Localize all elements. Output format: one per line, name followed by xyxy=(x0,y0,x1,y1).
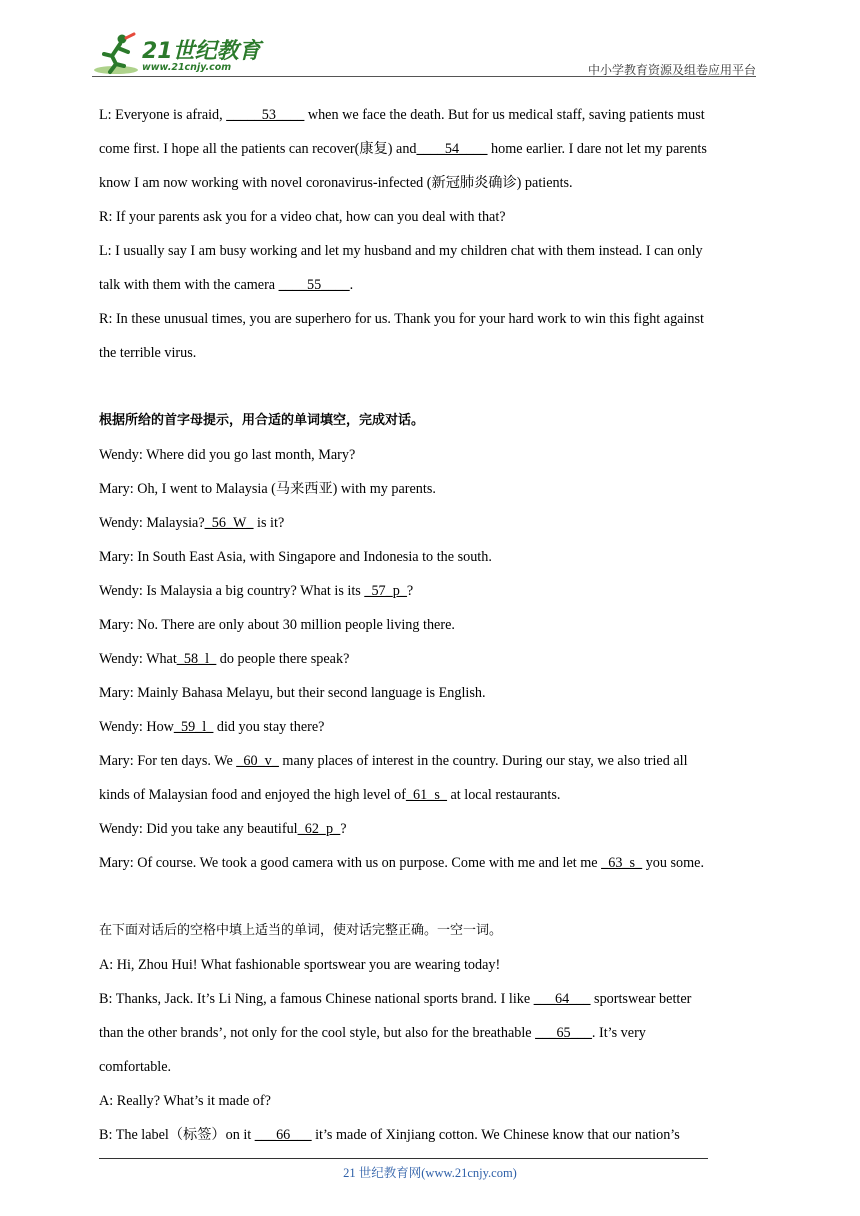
line-text: know I am now working with novel coronavirus-infected (新冠肺炎确诊) patients. xyxy=(99,175,573,191)
line-text: kinds of Malaysian food and enjoyed the high level of xyxy=(99,787,406,803)
answer-blank: _61_s_ xyxy=(405,787,447,803)
dialogue-section-2 xyxy=(99,438,759,880)
line-text: Mary: No. There are only about 30 million people living there. xyxy=(99,617,455,633)
line-text: do people there speak? xyxy=(216,651,350,667)
line-text: the terrible virus. xyxy=(99,345,197,361)
answer-blank: ___65___ xyxy=(535,1025,592,1041)
line-text: Wendy: Where did you go last month, Mary? xyxy=(99,447,356,463)
footer-divider xyxy=(99,1158,708,1159)
line-text: than the other brands’, not only for the cool style, but also for the breathable xyxy=(99,1025,536,1041)
line-text: Wendy: Malaysia? xyxy=(99,515,205,531)
line-text: Wendy: Did you take any beautiful xyxy=(99,821,298,837)
text-line xyxy=(99,540,759,574)
line-text: talk with them with the camera xyxy=(99,277,279,293)
line-text: home earlier. I dare not let my parents xyxy=(487,141,707,157)
line-text: come first. I hope all the patients can recover(康复) and xyxy=(99,141,417,157)
answer-blank: ____55____ xyxy=(278,277,350,293)
text-line xyxy=(99,982,759,1016)
line-text: A: Hi, Zhou Hui! What fashionable sportswear you are wearing today! xyxy=(99,957,501,973)
text-line xyxy=(99,1016,759,1050)
dialogue-section-1 xyxy=(99,98,759,370)
text-line xyxy=(99,132,759,166)
text-line xyxy=(99,574,759,608)
line-text: . It’s very xyxy=(591,1025,646,1041)
logo-text: 21世纪教育 xyxy=(142,39,261,64)
platform-name: 中小学教育资源及组卷应用平台 xyxy=(587,63,756,77)
line-text: A: Really? What’s it made of? xyxy=(99,1093,271,1109)
answer-blank: ___66___ xyxy=(254,1127,312,1143)
line-text: when we face the death. But for us medical staff, saving patients must xyxy=(304,107,705,123)
text-line xyxy=(99,268,759,302)
text-line xyxy=(99,676,759,710)
answer-blank: ___64___ xyxy=(533,991,591,1007)
answer-blank: _____53____ xyxy=(226,107,305,123)
line-text: comfortable. xyxy=(99,1059,172,1075)
line-text: B: The label（标签）on it xyxy=(99,1127,255,1143)
line-text: is it? xyxy=(253,515,285,531)
answer-blank: _59_l_ xyxy=(173,719,214,735)
text-line xyxy=(99,608,759,642)
text-line xyxy=(99,1084,759,1118)
text-line xyxy=(99,744,759,778)
line-text: L: Everyone is afraid, xyxy=(99,107,227,123)
text-line xyxy=(99,234,759,268)
site-logo xyxy=(92,32,262,78)
text-line xyxy=(99,846,759,880)
line-text: Wendy: How xyxy=(99,719,174,735)
dialogue-section-3 xyxy=(99,948,759,1152)
text-line xyxy=(99,948,759,982)
text-line xyxy=(99,812,759,846)
section-2-heading: 根据所给的首字母提示，用合适的单词填空，完成对话。 xyxy=(99,413,425,428)
text-line xyxy=(99,642,759,676)
line-text: Mary: Mainly Bahasa Melayu, but their second language is English. xyxy=(99,685,486,701)
line-text: Mary: For ten days. We xyxy=(99,753,237,769)
text-line xyxy=(99,778,759,812)
line-text: ? xyxy=(406,583,414,599)
text-line xyxy=(99,302,759,336)
header-divider xyxy=(92,76,756,77)
section-gap xyxy=(99,370,759,404)
runner-logo-icon xyxy=(92,32,140,76)
line-text: L: I usually say I am busy working and let my husband and my children chat with them instead. I can only xyxy=(99,243,703,259)
line-text: . xyxy=(349,277,354,293)
text-line xyxy=(99,166,759,200)
text-line xyxy=(99,1050,759,1084)
line-text: you some. xyxy=(642,855,705,871)
text-line xyxy=(99,336,759,370)
answer-blank: _56_W_ xyxy=(204,515,254,531)
answer-blank: _60_v_ xyxy=(236,753,279,769)
line-text: at local restaurants. xyxy=(446,787,561,803)
line-text: R: In these unusual times, you are superhero for us. Thank you for your hard work to win this fight against xyxy=(99,311,704,327)
text-line xyxy=(99,1118,759,1152)
section-3-heading: 在下面对话后的空格中填上适当的单词，使对话完整正确。一空一词。 xyxy=(99,923,503,938)
line-text: R: If your parents ask you for a video chat, how can you deal with that? xyxy=(99,209,506,225)
line-text: many places of interest in the country. During our stay, we also tried all xyxy=(278,753,688,769)
document-body xyxy=(99,98,759,1152)
logo-url: www.21cnjy.com xyxy=(142,62,232,73)
line-text: Mary: Oh, I went to Malaysia (马来西亚) with my parents. xyxy=(99,481,436,497)
page-footer: 21 世纪教育网(www.21cnjy.com) xyxy=(343,1166,517,1180)
line-text: sportswear better xyxy=(590,991,692,1007)
line-text: ? xyxy=(340,821,347,837)
line-text: Mary: In South East Asia, with Singapore and Indonesia to the south. xyxy=(99,549,492,565)
line-text: B: Thanks, Jack. It’s Li Ning, a famous Chinese national sports brand. I like xyxy=(99,991,534,1007)
answer-blank: ____54____ xyxy=(416,141,488,157)
text-line xyxy=(99,506,759,540)
section-gap xyxy=(99,880,759,914)
line-text: it’s made of Xinjiang cotton. We Chinese know that our nation’s xyxy=(311,1127,680,1143)
text-line xyxy=(99,710,759,744)
text-line xyxy=(99,472,759,506)
page-header xyxy=(0,0,860,80)
line-text: Mary: Of course. We took a good camera with us on purpose. Come with me and let me xyxy=(99,855,602,871)
text-line xyxy=(99,438,759,472)
line-text: did you stay there? xyxy=(213,719,325,735)
answer-blank: _57_p_ xyxy=(364,583,407,599)
answer-blank: _58_l_ xyxy=(176,651,217,667)
line-text: Wendy: What xyxy=(99,651,177,667)
text-line xyxy=(99,200,759,234)
answer-blank: _62_p_ xyxy=(297,821,341,837)
text-line xyxy=(99,98,759,132)
answer-blank: _63_s_ xyxy=(601,855,643,871)
line-text: Wendy: Is Malaysia a big country? What is its xyxy=(99,583,365,599)
